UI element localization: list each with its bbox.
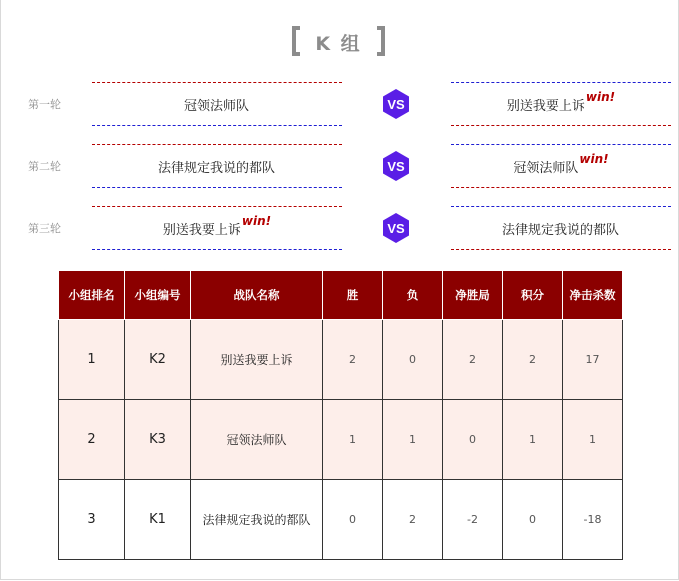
header-net-kills: 净击杀数 [563,271,623,320]
win-mark: win! [241,214,272,228]
cell-net-games: -2 [443,480,503,560]
cell-rank: 3 [59,480,125,560]
left-team [92,144,342,188]
win-mark: win! [585,90,616,104]
cell-net-kills: -18 [563,480,623,560]
round-3 [0,206,679,250]
vs-badge [380,150,412,182]
table-row [59,320,623,400]
cell-points: 2 [503,320,563,400]
vs-text: VS [387,159,405,174]
right-team [451,82,671,126]
team-name: 法律规定我说的都队 [157,160,275,176]
team-name: 法律规定我说的都队 [501,222,619,238]
table-row [59,480,623,560]
team-name: 冠领法师队 [183,98,249,114]
cell-losses: 2 [383,480,443,560]
left-team [92,82,342,126]
left-bracket-decoration [292,26,300,56]
round-label: 第一轮 [28,98,61,111]
round-label: 第二轮 [28,160,61,173]
team-name: 冠领法师队 [513,160,579,176]
table-row [59,400,623,480]
cell-net-kills: 1 [563,400,623,480]
cell-group-id: K3 [125,400,191,480]
cell-wins: 0 [323,480,383,560]
right-team [451,206,671,250]
win-mark: win! [579,152,609,166]
team-name: 别送我要上诉 [162,222,241,238]
round-2 [0,144,679,188]
cell-group-id: K1 [125,480,191,560]
right-bracket-decoration [377,26,385,56]
group-title: K 组 [315,33,362,55]
standings-table [58,270,623,560]
cell-wins: 1 [323,400,383,480]
team-name: 别送我要上诉 [506,98,585,114]
header-losses: 负 [383,271,443,320]
cell-net-kills: 17 [563,320,623,400]
header-points: 积分 [503,271,563,320]
cell-points: 0 [503,480,563,560]
round-label: 第三轮 [28,222,61,235]
cell-net-games: 0 [443,400,503,480]
round-1 [0,82,679,126]
cell-rank: 2 [59,400,125,480]
left-team [92,206,342,250]
vs-badge [380,212,412,244]
table-header-row [59,271,623,320]
cell-wins: 2 [323,320,383,400]
cell-rank: 1 [59,320,125,400]
cell-points: 1 [503,400,563,480]
header-wins: 胜 [323,271,383,320]
right-team [451,144,671,188]
vs-text: VS [387,97,405,112]
vs-text: VS [387,221,405,236]
cell-team-name: 别送我要上诉 [191,320,323,400]
cell-losses: 1 [383,400,443,480]
cell-team-name: 冠领法师队 [191,400,323,480]
cell-group-id: K2 [125,320,191,400]
cell-net-games: 2 [443,320,503,400]
vs-badge [380,88,412,120]
header-team-name: 战队名称 [191,271,323,320]
cell-team-name: 法律规定我说的都队 [191,480,323,560]
cell-losses: 0 [383,320,443,400]
group-title-block [0,22,679,62]
header-group-id: 小组编号 [125,271,191,320]
header-rank: 小组排名 [59,271,125,320]
header-net-games: 净胜局 [443,271,503,320]
